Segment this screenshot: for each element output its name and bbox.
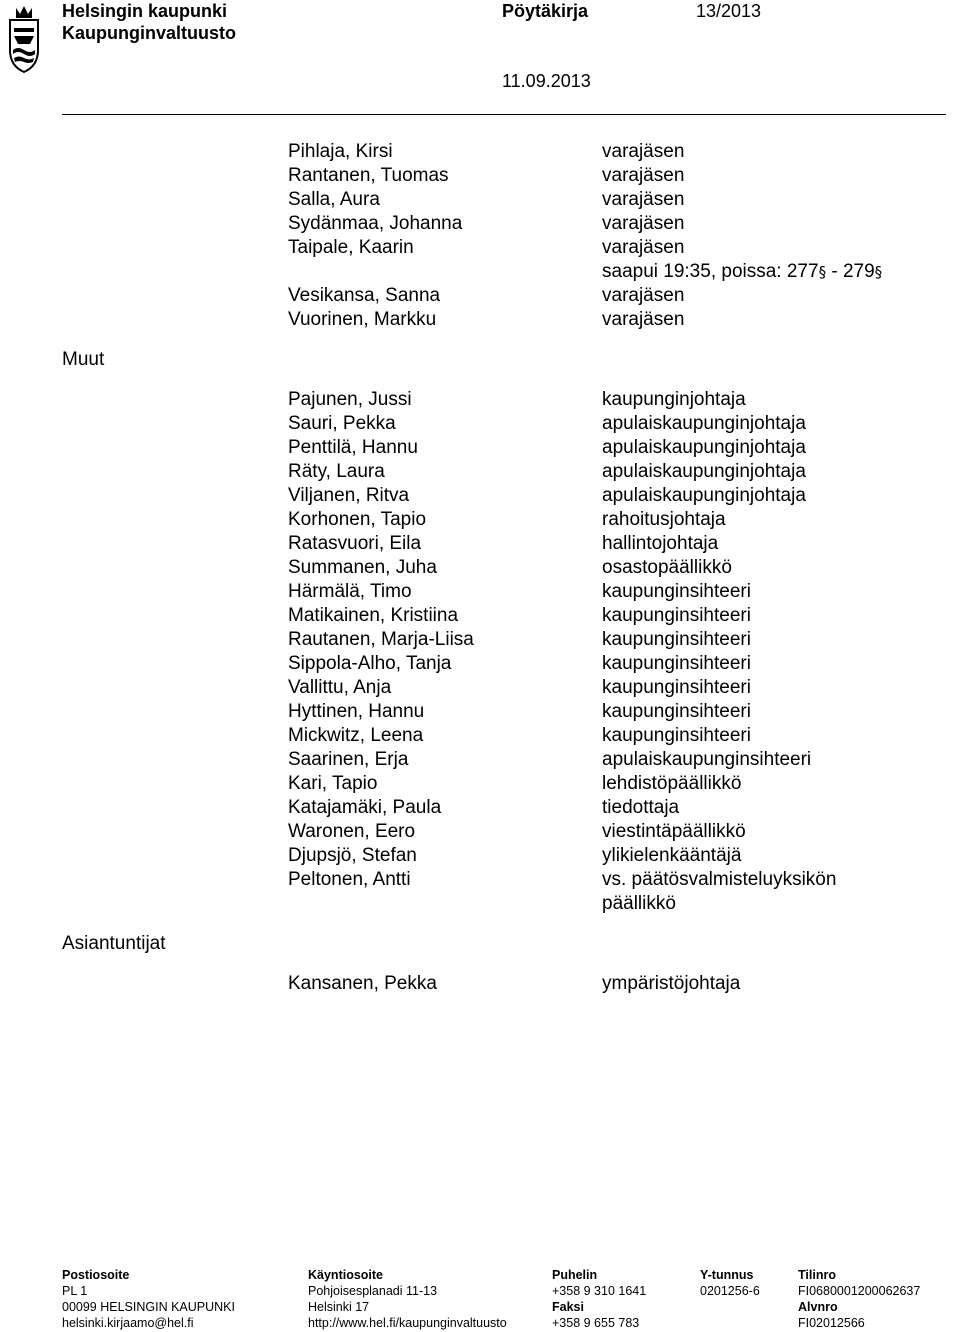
footer-postal-box: PL 1 — [62, 1284, 88, 1298]
other-role: apulaiskaupunginjohtaja — [602, 437, 806, 458]
other-role: kaupunginsihteeri — [602, 605, 751, 626]
other-role: apulaiskaupunginjohtaja — [602, 485, 806, 506]
other-role: osastopäällikkö — [602, 557, 732, 578]
member-role-note-tail: - 279 — [826, 261, 875, 282]
other-name: Mickwitz, Leena — [288, 725, 424, 746]
footer-phone-number: +358 9 310 1641 — [552, 1284, 647, 1298]
footer-visit-street: Pohjoisesplanadi 11-13 — [308, 1284, 438, 1298]
other-role: kaupunginsihteeri — [602, 629, 751, 650]
experts-roles — [602, 972, 740, 996]
others-roles — [602, 388, 902, 916]
member-name: Vesikansa, Sanna — [288, 285, 441, 306]
member-name: Sydänmaa, Johanna — [288, 213, 463, 234]
other-name: Katajamäki, Paula — [288, 797, 442, 818]
footer-visit-city: Helsinki 17 — [308, 1300, 370, 1314]
expert-name: Kansanen, Pekka — [288, 973, 437, 994]
other-name: Härmälä, Timo — [288, 581, 412, 602]
other-role: apulaiskaupunginsihteeri — [602, 749, 812, 770]
section-sign: § — [818, 263, 827, 281]
other-name: Pajunen, Jussi — [288, 389, 412, 410]
footer-phone-label: Puhelin — [552, 1268, 598, 1282]
header-date: 11.09.2013 — [502, 71, 591, 91]
others-names — [288, 388, 474, 892]
other-name: Matikainen, Kristiina — [288, 605, 459, 626]
header-rule — [62, 114, 946, 115]
other-role: vs. päätösvalmisteluyksikön päällikkö — [602, 869, 837, 914]
footer-vat-label: Alvnro — [798, 1300, 838, 1314]
header-body: Kaupunginvaltuusto — [62, 23, 236, 43]
header-doc-number: 13/2013 — [696, 1, 762, 21]
member-name: Vuorinen, Markku — [288, 309, 437, 330]
footer-web-link[interactable]: http://www.hel.fi/kaupunginvaltuusto — [308, 1316, 507, 1330]
header-doc-type: Pöytäkirja — [502, 1, 589, 21]
other-name: Sauri, Pekka — [288, 413, 396, 434]
other-role: viestintäpäällikkö — [602, 821, 746, 842]
footer-phone — [552, 1267, 646, 1331]
header-org: Helsingin kaupunki — [62, 1, 228, 21]
footer-vat-number: FI02012566 — [798, 1316, 865, 1330]
member-role: varajäsen — [602, 309, 685, 330]
footer-postal-city: 00099 HELSINGIN KAUPUNKI — [62, 1300, 235, 1314]
member-name: Rantanen, Tuomas — [288, 165, 449, 186]
footer-fax-number: +358 9 655 783 — [552, 1316, 640, 1330]
member-role: varajäsen — [602, 189, 685, 210]
footer-account-label: Tilinro — [798, 1268, 836, 1282]
other-role: lehdistöpäällikkö — [602, 773, 742, 794]
member-role: varajäsen — [602, 141, 685, 162]
other-name: Summanen, Juha — [288, 557, 437, 578]
member-name: Pihlaja, Kirsi — [288, 141, 393, 162]
other-name: Rautanen, Marja-Liisa — [288, 629, 474, 650]
experts-names — [288, 972, 437, 996]
other-name: Penttilä, Hannu — [288, 437, 418, 458]
footer-business-id — [700, 1267, 760, 1299]
footer-fax-label: Faksi — [552, 1300, 584, 1314]
other-role: rahoitusjohtaja — [602, 509, 726, 530]
other-role: kaupunginsihteeri — [602, 701, 751, 722]
other-role: tiedottaja — [602, 797, 680, 818]
other-role: kaupunginsihteeri — [602, 677, 751, 698]
footer-business-id-value: 0201256-6 — [700, 1284, 760, 1298]
other-role: kaupunginsihteeri — [602, 653, 751, 674]
section-label-asiantuntijat: Asiantuntijat — [62, 933, 166, 954]
other-role: kaupunginjohtaja — [602, 389, 746, 410]
other-role: hallintojohtaja — [602, 533, 719, 554]
footer-account-number: FI0680001200062637 — [798, 1284, 921, 1298]
member-role: varajäsen — [602, 285, 685, 306]
helsinki-crest-logo — [2, 0, 46, 76]
member-name: Salla, Aura — [288, 189, 380, 210]
section-label-muut: Muut — [62, 349, 105, 370]
other-name: Saarinen, Erja — [288, 749, 409, 770]
footer-visit-label: Käyntiosoite — [308, 1268, 384, 1282]
other-role: ylikielenkääntäjä — [602, 845, 742, 866]
other-name: Sippola-Alho, Tanja — [288, 653, 452, 674]
other-name: Vallittu, Anja — [288, 677, 392, 698]
footer-business-id-label: Y-tunnus — [700, 1268, 754, 1282]
member-name: Taipale, Kaarin — [288, 237, 414, 258]
other-name: Djupsjö, Stefan — [288, 845, 417, 866]
other-name: Peltonen, Antti — [288, 869, 411, 890]
footer-account — [798, 1267, 920, 1331]
footer-postal — [62, 1267, 235, 1331]
members-names — [288, 140, 462, 332]
other-name: Viljanen, Ritva — [288, 485, 410, 506]
section-sign: § — [874, 263, 883, 281]
other-role: kaupunginsihteeri — [602, 725, 751, 746]
other-name: Räty, Laura — [288, 461, 385, 482]
member-role: varajäsen — [602, 213, 685, 234]
member-role: varajäsen — [602, 165, 685, 186]
member-role: varajäsen — [602, 237, 685, 258]
other-role: apulaiskaupunginjohtaja — [602, 413, 806, 434]
other-name: Kari, Tapio — [288, 773, 378, 794]
other-name: Ratasvuori, Eila — [288, 533, 422, 554]
member-name — [288, 260, 462, 284]
footer-email-link[interactable]: helsinki.kirjaamo@hel.fi — [62, 1316, 194, 1330]
other-name: Korhonen, Tapio — [288, 509, 427, 530]
other-role: kaupunginsihteeri — [602, 581, 751, 602]
members-roles — [602, 140, 882, 332]
member-role-note-text: saapui 19:35, poissa: 277 — [602, 261, 819, 282]
expert-role: ympäristöjohtaja — [602, 973, 741, 994]
other-name: Hyttinen, Hannu — [288, 701, 425, 722]
footer-postal-label: Postiosoite — [62, 1268, 130, 1282]
member-role-note — [602, 260, 882, 284]
other-name: Waronen, Eero — [288, 821, 416, 842]
footer-visit — [308, 1267, 507, 1331]
other-role: apulaiskaupunginjohtaja — [602, 461, 806, 482]
